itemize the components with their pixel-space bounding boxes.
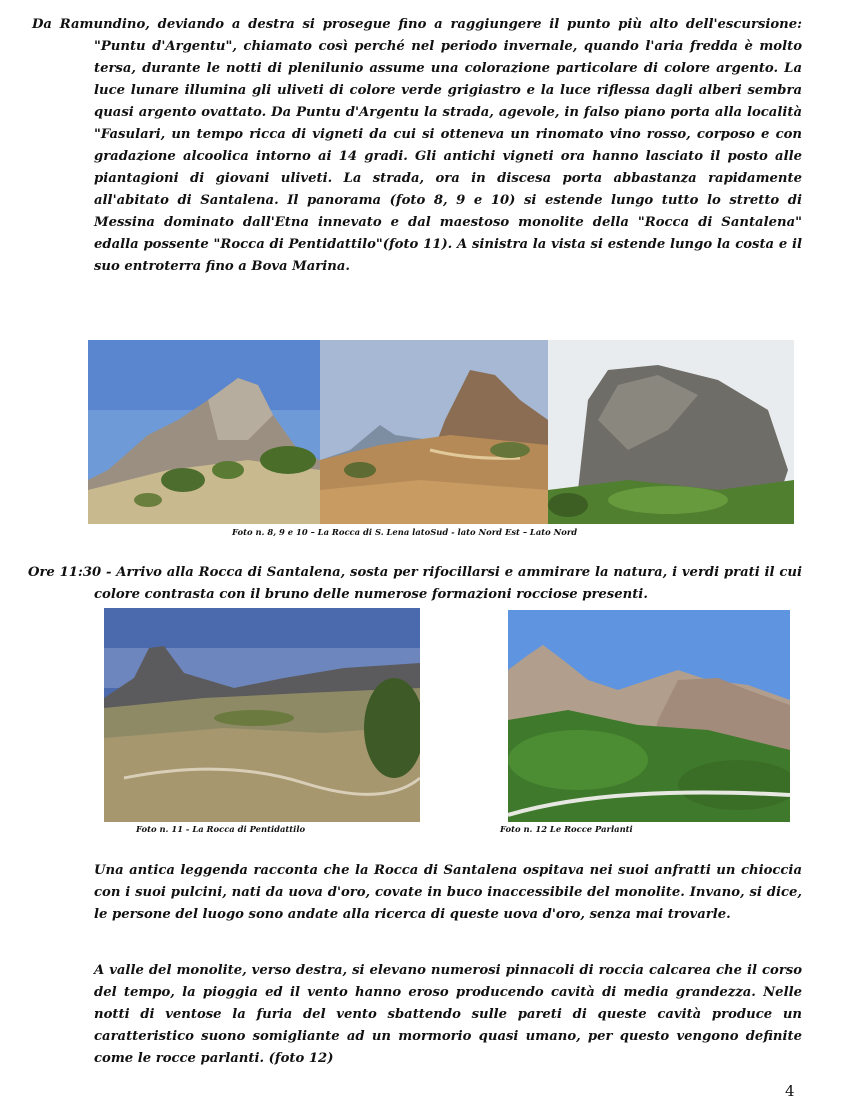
- caption-photo-11: Foto n. 11 - La Rocca di Pentidattilo: [136, 824, 306, 834]
- page-number: 4: [785, 1082, 795, 1100]
- caption-photos-8-9-10: Foto n. 8, 9 e 10 – La Rocca di S. Lena latoSud - lato Nord Est – Lato Nord: [232, 527, 578, 537]
- photo-8-rocca-lato-sud: [88, 340, 320, 524]
- photo-12-rocce-parlanti: [508, 610, 790, 822]
- paragraph-leggenda: Una antica leggenda racconta che la Rocca di Santalena ospitava nei suoi anfratti un chioccia con i suoi pulcini, nati da uova d'oro, covate in buco inaccessibile del monolite. Invano, si dice, le persone del luogo sono andate alla ricerca di queste uova d'oro, senza mai trovarle.: [94, 863, 802, 922]
- caption-photo-12: Foto n. 12 Le Rocce Parlanti: [500, 824, 633, 834]
- paragraph-arrivo-rocca: Ore 11:30 - Arrivo alla Rocca di Santalena, sosta per rifocillarsi e ammirare la natura, i verdi prati il cui colore contrasta con il bruno delle numerose formazioni rocciose presenti.: [28, 565, 802, 602]
- photo-10-rocca-lato-nord: [548, 340, 794, 524]
- photo-11-rocca-di-pentidattilo: [104, 608, 420, 822]
- photo-9-rocca-lato-nord-est: [320, 340, 548, 524]
- paragraph-rocce-parlanti: A valle del monolite, verso destra, si elevano numerosi pinnacoli di roccia calcarea che il corso del tempo, la pioggia ed il vento hanno eroso producendo cavità di media grandezza. Nelle notti di ventose la furia del vento sbattendo sulle pareti di queste cavità produce un caratteristico suono somigliante ad un mormorio quasi umano, per questo vengono definite come le rocce parlanti. (foto 12): [94, 963, 802, 1066]
- paragraph-puntu-dargentu: Da Ramundino, deviando a destra si prosegue fino a raggiungere il punto più alto dell'escursione: "Puntu d'Argentu", chiamato così perché nel periodo invernale, quando l'aria fredda è molto tersa, durante le notti di plenilunio assume una colorazione particolare di colore argento. La luce lunare illumina gli uliveti di colore verde grigiastro e la luce riflessa dagli alberi sembra quasi argento ovattato. Da Puntu d'Argentu la strada, agevole, in falso piano porta alla località "Fasulari, un tempo ricca di vigneti da cui si otteneva un rinomato vino rosso, corposo e con gradazione alcoolica intorno ai 14 gradi. Gli antichi vigneti ora hanno lasciato il posto alle piantagioni di giovani uliveti. La strada, ora in discesa porta abbastanza rapidamente all'abitato di Santalena. Il panorama (foto 8, 9 e 10) si estende lungo tutto lo stretto di Messina dominato dall'Etna innevato e dal maestoso monolite della "Rocca di Santalena" edalla possente "Rocca di Pentidattilo"(foto 11). A sinistra la vista si estende lungo la costa e il suo entroterra fino a Bova Marina.: [32, 17, 802, 274]
